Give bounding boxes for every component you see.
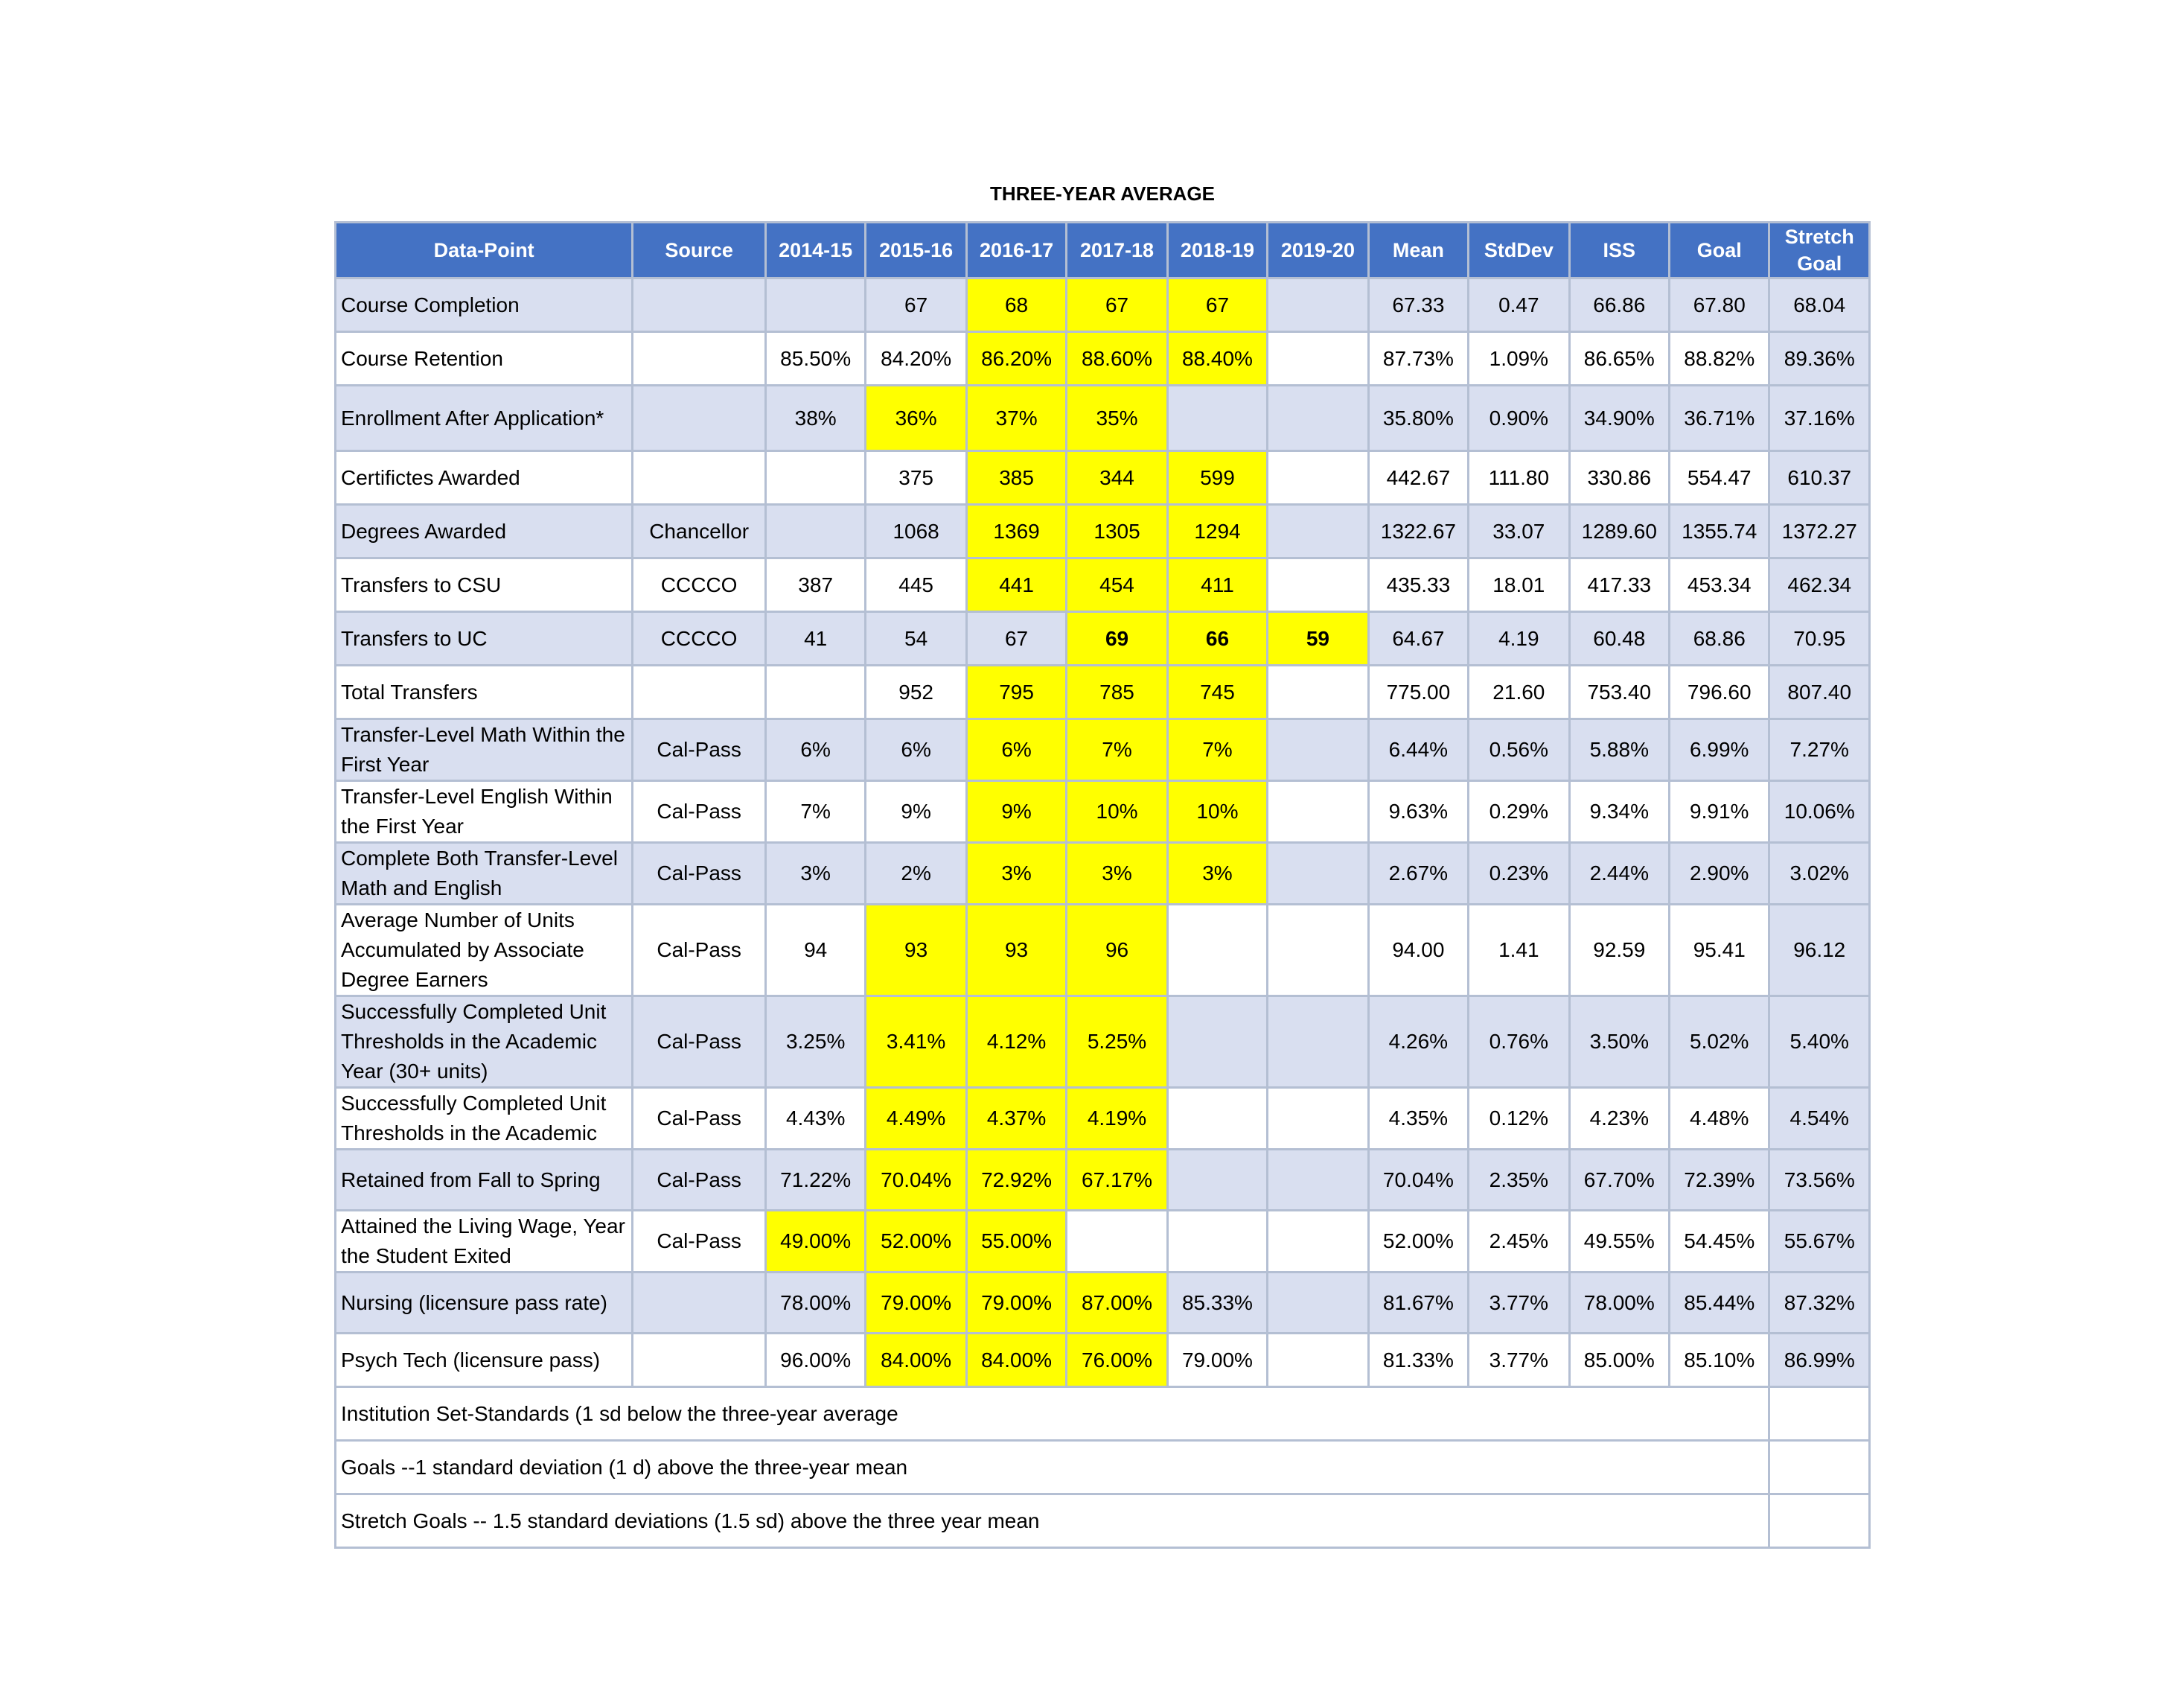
cell-stddev: 18.01: [1469, 558, 1569, 612]
cell-iss: 9.34%: [1569, 781, 1669, 843]
cell-2018-19: [1167, 905, 1267, 996]
note-blank-cell: [1769, 1441, 1870, 1494]
cell-2016-17: 37%: [966, 386, 1066, 451]
col-header-stddev: StdDev: [1469, 223, 1569, 278]
cell-data-point: Course Completion: [336, 278, 633, 332]
cell-2014-15: [765, 666, 865, 719]
cell-goal: 88.82%: [1670, 332, 1769, 386]
cell-mean: 9.63%: [1368, 781, 1468, 843]
cell-stddev: 21.60: [1469, 666, 1569, 719]
cell-stddev: 2.45%: [1469, 1211, 1569, 1273]
cell-2015-16: 84.00%: [866, 1334, 966, 1387]
cell-goal: 85.10%: [1670, 1334, 1769, 1387]
note-row: [336, 1494, 1870, 1548]
cell-2019-20: [1268, 843, 1368, 905]
cell-2018-19: [1167, 1150, 1267, 1211]
cell-2014-15: 4.43%: [765, 1088, 865, 1150]
cell-2017-18: 88.60%: [1067, 332, 1167, 386]
cell-source: [633, 1273, 766, 1334]
cell-source: Cal-Pass: [633, 1211, 766, 1273]
col-header-2017-18: 2017-18: [1067, 223, 1167, 278]
table-row: [336, 1334, 1870, 1387]
cell-iss: 1289.60: [1569, 505, 1669, 558]
cell-mean: 435.33: [1368, 558, 1468, 612]
cell-iss: 330.86: [1569, 451, 1669, 505]
cell-mean: 442.67: [1368, 451, 1468, 505]
table-row: [336, 451, 1870, 505]
cell-stretch-goal: 68.04: [1769, 278, 1870, 332]
cell-data-point: Retained from Fall to Spring: [336, 1150, 633, 1211]
cell-stretch-goal: 462.34: [1769, 558, 1870, 612]
cell-2014-15: 3%: [765, 843, 865, 905]
cell-2014-15: 49.00%: [765, 1211, 865, 1273]
cell-data-point: Enrollment After Application*: [336, 386, 633, 451]
cell-mean: 4.35%: [1368, 1088, 1468, 1150]
cell-iss: 753.40: [1569, 666, 1669, 719]
cell-2016-17: 385: [966, 451, 1066, 505]
cell-2014-15: [765, 451, 865, 505]
cell-source: Cal-Pass: [633, 719, 766, 781]
table-body: [336, 278, 1870, 1548]
table-row: [336, 666, 1870, 719]
cell-2015-16: 445: [866, 558, 966, 612]
cell-stddev: 0.76%: [1469, 996, 1569, 1088]
cell-2016-17: 3%: [966, 843, 1066, 905]
cell-data-point: Course Retention: [336, 332, 633, 386]
cell-2018-19: 745: [1167, 666, 1267, 719]
cell-goal: 67.80: [1670, 278, 1769, 332]
table-row: [336, 612, 1870, 666]
cell-goal: 95.41: [1670, 905, 1769, 996]
cell-stddev: 4.19: [1469, 612, 1569, 666]
cell-stretch-goal: 807.40: [1769, 666, 1870, 719]
cell-2015-16: 4.49%: [866, 1088, 966, 1150]
cell-source: Chancellor: [633, 505, 766, 558]
table-row: [336, 278, 1870, 332]
cell-source: [633, 386, 766, 451]
cell-2017-18: 454: [1067, 558, 1167, 612]
cell-iss: 67.70%: [1569, 1150, 1669, 1211]
cell-iss: 417.33: [1569, 558, 1669, 612]
cell-2017-18: 69: [1067, 612, 1167, 666]
cell-mean: 81.33%: [1368, 1334, 1468, 1387]
cell-2016-17: 67: [966, 612, 1066, 666]
cell-data-point: Certifictes Awarded: [336, 451, 633, 505]
cell-source: [633, 451, 766, 505]
cell-source: Cal-Pass: [633, 905, 766, 996]
cell-data-point: Complete Both Transfer-Level Math and English: [336, 843, 633, 905]
cell-2019-20: [1268, 1211, 1368, 1273]
col-header-data-point: Data-Point: [336, 223, 633, 278]
note-text: Stretch Goals -- 1.5 standard deviations (1.5 sd) above the three year mean: [336, 1494, 1769, 1548]
cell-2015-16: 375: [866, 451, 966, 505]
cell-2016-17: 6%: [966, 719, 1066, 781]
table-row: [336, 781, 1870, 843]
cell-2016-17: 68: [966, 278, 1066, 332]
cell-2019-20: 59: [1268, 612, 1368, 666]
note-blank-cell: [1769, 1387, 1870, 1441]
cell-stddev: 3.77%: [1469, 1334, 1569, 1387]
cell-iss: 85.00%: [1569, 1334, 1669, 1387]
cell-2018-19: 88.40%: [1167, 332, 1267, 386]
cell-2014-15: 94: [765, 905, 865, 996]
cell-stddev: 1.09%: [1469, 332, 1569, 386]
col-header-iss: ISS: [1569, 223, 1669, 278]
cell-2015-16: 54: [866, 612, 966, 666]
cell-2017-18: 10%: [1067, 781, 1167, 843]
cell-stretch-goal: 55.67%: [1769, 1211, 1870, 1273]
cell-2017-18: 67.17%: [1067, 1150, 1167, 1211]
cell-2018-19: 411: [1167, 558, 1267, 612]
cell-stddev: 3.77%: [1469, 1273, 1569, 1334]
cell-2016-17: 1369: [966, 505, 1066, 558]
cell-2014-15: [765, 278, 865, 332]
cell-stddev: 0.56%: [1469, 719, 1569, 781]
cell-2015-16: 52.00%: [866, 1211, 966, 1273]
cell-2016-17: 84.00%: [966, 1334, 1066, 1387]
col-header-2016-17: 2016-17: [966, 223, 1066, 278]
cell-mean: 775.00: [1368, 666, 1468, 719]
cell-2019-20: [1268, 1088, 1368, 1150]
cell-2017-18: 87.00%: [1067, 1273, 1167, 1334]
cell-goal: 9.91%: [1670, 781, 1769, 843]
col-header-source: Source: [633, 223, 766, 278]
cell-source: [633, 278, 766, 332]
cell-source: Cal-Pass: [633, 996, 766, 1088]
cell-2019-20: [1268, 996, 1368, 1088]
cell-2017-18: 4.19%: [1067, 1088, 1167, 1150]
header-row: [336, 223, 1870, 278]
cell-2014-15: 38%: [765, 386, 865, 451]
cell-2019-20: [1268, 386, 1368, 451]
cell-2014-15: 71.22%: [765, 1150, 865, 1211]
cell-2019-20: [1268, 1334, 1368, 1387]
cell-goal: 6.99%: [1670, 719, 1769, 781]
cell-stretch-goal: 70.95: [1769, 612, 1870, 666]
cell-mean: 94.00: [1368, 905, 1468, 996]
col-header-2018-19: 2018-19: [1167, 223, 1267, 278]
cell-stddev: 0.23%: [1469, 843, 1569, 905]
cell-2019-20: [1268, 905, 1368, 996]
note-row: [336, 1441, 1870, 1494]
cell-data-point: Successfully Completed Unit Thresholds in the Academic: [336, 1088, 633, 1150]
cell-iss: 66.86: [1569, 278, 1669, 332]
cell-goal: 1355.74: [1670, 505, 1769, 558]
cell-2015-16: 67: [866, 278, 966, 332]
table-row: [336, 996, 1870, 1088]
cell-2016-17: 9%: [966, 781, 1066, 843]
cell-2016-17: 93: [966, 905, 1066, 996]
cell-stretch-goal: 73.56%: [1769, 1150, 1870, 1211]
cell-iss: 78.00%: [1569, 1273, 1669, 1334]
cell-2018-19: [1167, 1088, 1267, 1150]
cell-data-point: Successfully Completed Unit Thresholds in the Academic Year (30+ units): [336, 996, 633, 1088]
col-header-2019-20: 2019-20: [1268, 223, 1368, 278]
cell-source: CCCCO: [633, 612, 766, 666]
cell-stddev: 33.07: [1469, 505, 1569, 558]
cell-2018-19: 66: [1167, 612, 1267, 666]
cell-2014-15: 7%: [765, 781, 865, 843]
cell-stddev: 1.41: [1469, 905, 1569, 996]
cell-2016-17: 795: [966, 666, 1066, 719]
cell-2018-19: 10%: [1167, 781, 1267, 843]
cell-2015-16: 2%: [866, 843, 966, 905]
cell-2017-18: 67: [1067, 278, 1167, 332]
cell-data-point: Average Number of Units Accumulated by Associate Degree Earners: [336, 905, 633, 996]
cell-stddev: 0.29%: [1469, 781, 1569, 843]
cell-iss: 86.65%: [1569, 332, 1669, 386]
cell-2019-20: [1268, 1150, 1368, 1211]
cell-2019-20: [1268, 1273, 1368, 1334]
cell-stddev: 2.35%: [1469, 1150, 1569, 1211]
cell-iss: 34.90%: [1569, 386, 1669, 451]
cell-iss: 4.23%: [1569, 1088, 1669, 1150]
cell-stretch-goal: 610.37: [1769, 451, 1870, 505]
cell-2019-20: [1268, 332, 1368, 386]
cell-2015-16: 3.41%: [866, 996, 966, 1088]
table-row: [336, 505, 1870, 558]
cell-mean: 81.67%: [1368, 1273, 1468, 1334]
cell-2016-17: 55.00%: [966, 1211, 1066, 1273]
table-row: [336, 1211, 1870, 1273]
cell-2016-17: 86.20%: [966, 332, 1066, 386]
table-row: [336, 386, 1870, 451]
page-title: THREE-YEAR AVERAGE: [990, 182, 1215, 205]
cell-mean: 87.73%: [1368, 332, 1468, 386]
cell-goal: 36.71%: [1670, 386, 1769, 451]
cell-stretch-goal: 96.12: [1769, 905, 1870, 996]
table-row: [336, 558, 1870, 612]
col-header-2014-15: 2014-15: [765, 223, 865, 278]
cell-2017-18: 344: [1067, 451, 1167, 505]
cell-2015-16: 9%: [866, 781, 966, 843]
col-header-goal: Goal: [1670, 223, 1769, 278]
cell-source: [633, 1334, 766, 1387]
cell-2015-16: 36%: [866, 386, 966, 451]
cell-2017-18: [1067, 1211, 1167, 1273]
cell-goal: 68.86: [1670, 612, 1769, 666]
cell-goal: 453.34: [1670, 558, 1769, 612]
note-row: [336, 1387, 1870, 1441]
cell-2015-16: 6%: [866, 719, 966, 781]
cell-2018-19: 599: [1167, 451, 1267, 505]
cell-stretch-goal: 3.02%: [1769, 843, 1870, 905]
cell-2019-20: [1268, 719, 1368, 781]
cell-stretch-goal: 1372.27: [1769, 505, 1870, 558]
note-text: Institution Set-Standards (1 sd below the three-year average: [336, 1387, 1769, 1441]
cell-2014-15: 85.50%: [765, 332, 865, 386]
table-row: [336, 1150, 1870, 1211]
cell-mean: 52.00%: [1368, 1211, 1468, 1273]
cell-2015-16: 93: [866, 905, 966, 996]
cell-2014-15: 387: [765, 558, 865, 612]
cell-2015-16: 952: [866, 666, 966, 719]
cell-2016-17: 79.00%: [966, 1273, 1066, 1334]
cell-source: [633, 666, 766, 719]
table-row: [336, 332, 1870, 386]
cell-stretch-goal: 86.99%: [1769, 1334, 1870, 1387]
cell-stddev: 0.47: [1469, 278, 1569, 332]
cell-goal: 4.48%: [1670, 1088, 1769, 1150]
cell-mean: 4.26%: [1368, 996, 1468, 1088]
cell-2017-18: 7%: [1067, 719, 1167, 781]
cell-2019-20: [1268, 558, 1368, 612]
cell-data-point: Transfers to CSU: [336, 558, 633, 612]
table-row: [336, 905, 1870, 996]
cell-mean: 67.33: [1368, 278, 1468, 332]
table-row: [336, 1273, 1870, 1334]
cell-2018-19: 3%: [1167, 843, 1267, 905]
cell-mean: 70.04%: [1368, 1150, 1468, 1211]
cell-mean: 64.67: [1368, 612, 1468, 666]
cell-data-point: Transfer-Level Math Within the First Year: [336, 719, 633, 781]
cell-stddev: 0.90%: [1469, 386, 1569, 451]
cell-2016-17: 4.12%: [966, 996, 1066, 1088]
data-table: [334, 221, 1871, 1549]
cell-2018-19: 7%: [1167, 719, 1267, 781]
cell-2014-15: 78.00%: [765, 1273, 865, 1334]
cell-stretch-goal: 37.16%: [1769, 386, 1870, 451]
cell-mean: 6.44%: [1368, 719, 1468, 781]
cell-data-point: Psych Tech (licensure pass): [336, 1334, 633, 1387]
col-header-2015-16: 2015-16: [866, 223, 966, 278]
cell-data-point: Nursing (licensure pass rate): [336, 1273, 633, 1334]
cell-data-point: Attained the Living Wage, Year the Student Exited: [336, 1211, 633, 1273]
cell-2018-19: 85.33%: [1167, 1273, 1267, 1334]
cell-2015-16: 79.00%: [866, 1273, 966, 1334]
cell-stretch-goal: 10.06%: [1769, 781, 1870, 843]
cell-2018-19: [1167, 996, 1267, 1088]
cell-2019-20: [1268, 505, 1368, 558]
cell-2017-18: 35%: [1067, 386, 1167, 451]
note-text: Goals --1 standard deviation (1 d) above the three-year mean: [336, 1441, 1769, 1494]
cell-mean: 2.67%: [1368, 843, 1468, 905]
cell-goal: 85.44%: [1670, 1273, 1769, 1334]
cell-2014-15: 41: [765, 612, 865, 666]
cell-iss: 2.44%: [1569, 843, 1669, 905]
cell-iss: 49.55%: [1569, 1211, 1669, 1273]
cell-mean: 1322.67: [1368, 505, 1468, 558]
cell-2014-15: 3.25%: [765, 996, 865, 1088]
cell-stretch-goal: 89.36%: [1769, 332, 1870, 386]
cell-2019-20: [1268, 666, 1368, 719]
cell-2017-18: 96: [1067, 905, 1167, 996]
cell-2017-18: 1305: [1067, 505, 1167, 558]
cell-2014-15: 96.00%: [765, 1334, 865, 1387]
cell-2015-16: 84.20%: [866, 332, 966, 386]
cell-source: [633, 332, 766, 386]
cell-goal: 796.60: [1670, 666, 1769, 719]
cell-source: Cal-Pass: [633, 843, 766, 905]
cell-2016-17: 72.92%: [966, 1150, 1066, 1211]
cell-2016-17: 4.37%: [966, 1088, 1066, 1150]
cell-iss: 60.48: [1569, 612, 1669, 666]
cell-2019-20: [1268, 781, 1368, 843]
cell-goal: 2.90%: [1670, 843, 1769, 905]
table-row: [336, 719, 1870, 781]
cell-mean: 35.80%: [1368, 386, 1468, 451]
cell-data-point: Transfer-Level English Within the First Year: [336, 781, 633, 843]
cell-stretch-goal: 7.27%: [1769, 719, 1870, 781]
cell-2017-18: 785: [1067, 666, 1167, 719]
cell-stddev: 0.12%: [1469, 1088, 1569, 1150]
cell-goal: 72.39%: [1670, 1150, 1769, 1211]
cell-2019-20: [1268, 451, 1368, 505]
cell-iss: 5.88%: [1569, 719, 1669, 781]
cell-stretch-goal: 87.32%: [1769, 1273, 1870, 1334]
cell-stddev: 111.80: [1469, 451, 1569, 505]
cell-2016-17: 441: [966, 558, 1066, 612]
note-blank-cell: [1769, 1494, 1870, 1548]
cell-data-point: Degrees Awarded: [336, 505, 633, 558]
cell-source: Cal-Pass: [633, 1088, 766, 1150]
table-row: [336, 1088, 1870, 1150]
cell-2018-19: 1294: [1167, 505, 1267, 558]
cell-2017-18: 5.25%: [1067, 996, 1167, 1088]
cell-2019-20: [1268, 278, 1368, 332]
cell-2018-19: 79.00%: [1167, 1334, 1267, 1387]
col-header-mean: Mean: [1368, 223, 1468, 278]
table-row: [336, 843, 1870, 905]
cell-2015-16: 70.04%: [866, 1150, 966, 1211]
cell-stretch-goal: 4.54%: [1769, 1088, 1870, 1150]
cell-stretch-goal: 5.40%: [1769, 996, 1870, 1088]
cell-source: CCCCO: [633, 558, 766, 612]
cell-2018-19: [1167, 1211, 1267, 1273]
cell-goal: 54.45%: [1670, 1211, 1769, 1273]
col-header-stretch-goal: Stretch Goal: [1769, 223, 1870, 278]
cell-source: Cal-Pass: [633, 781, 766, 843]
cell-iss: 92.59: [1569, 905, 1669, 996]
cell-2015-16: 1068: [866, 505, 966, 558]
cell-data-point: Total Transfers: [336, 666, 633, 719]
cell-iss: 3.50%: [1569, 996, 1669, 1088]
cell-goal: 554.47: [1670, 451, 1769, 505]
cell-2014-15: [765, 505, 865, 558]
cell-goal: 5.02%: [1670, 996, 1769, 1088]
cell-2018-19: [1167, 386, 1267, 451]
cell-data-point: Transfers to UC: [336, 612, 633, 666]
cell-2018-19: 67: [1167, 278, 1267, 332]
cell-2017-18: 76.00%: [1067, 1334, 1167, 1387]
cell-2017-18: 3%: [1067, 843, 1167, 905]
cell-2014-15: 6%: [765, 719, 865, 781]
cell-source: Cal-Pass: [633, 1150, 766, 1211]
